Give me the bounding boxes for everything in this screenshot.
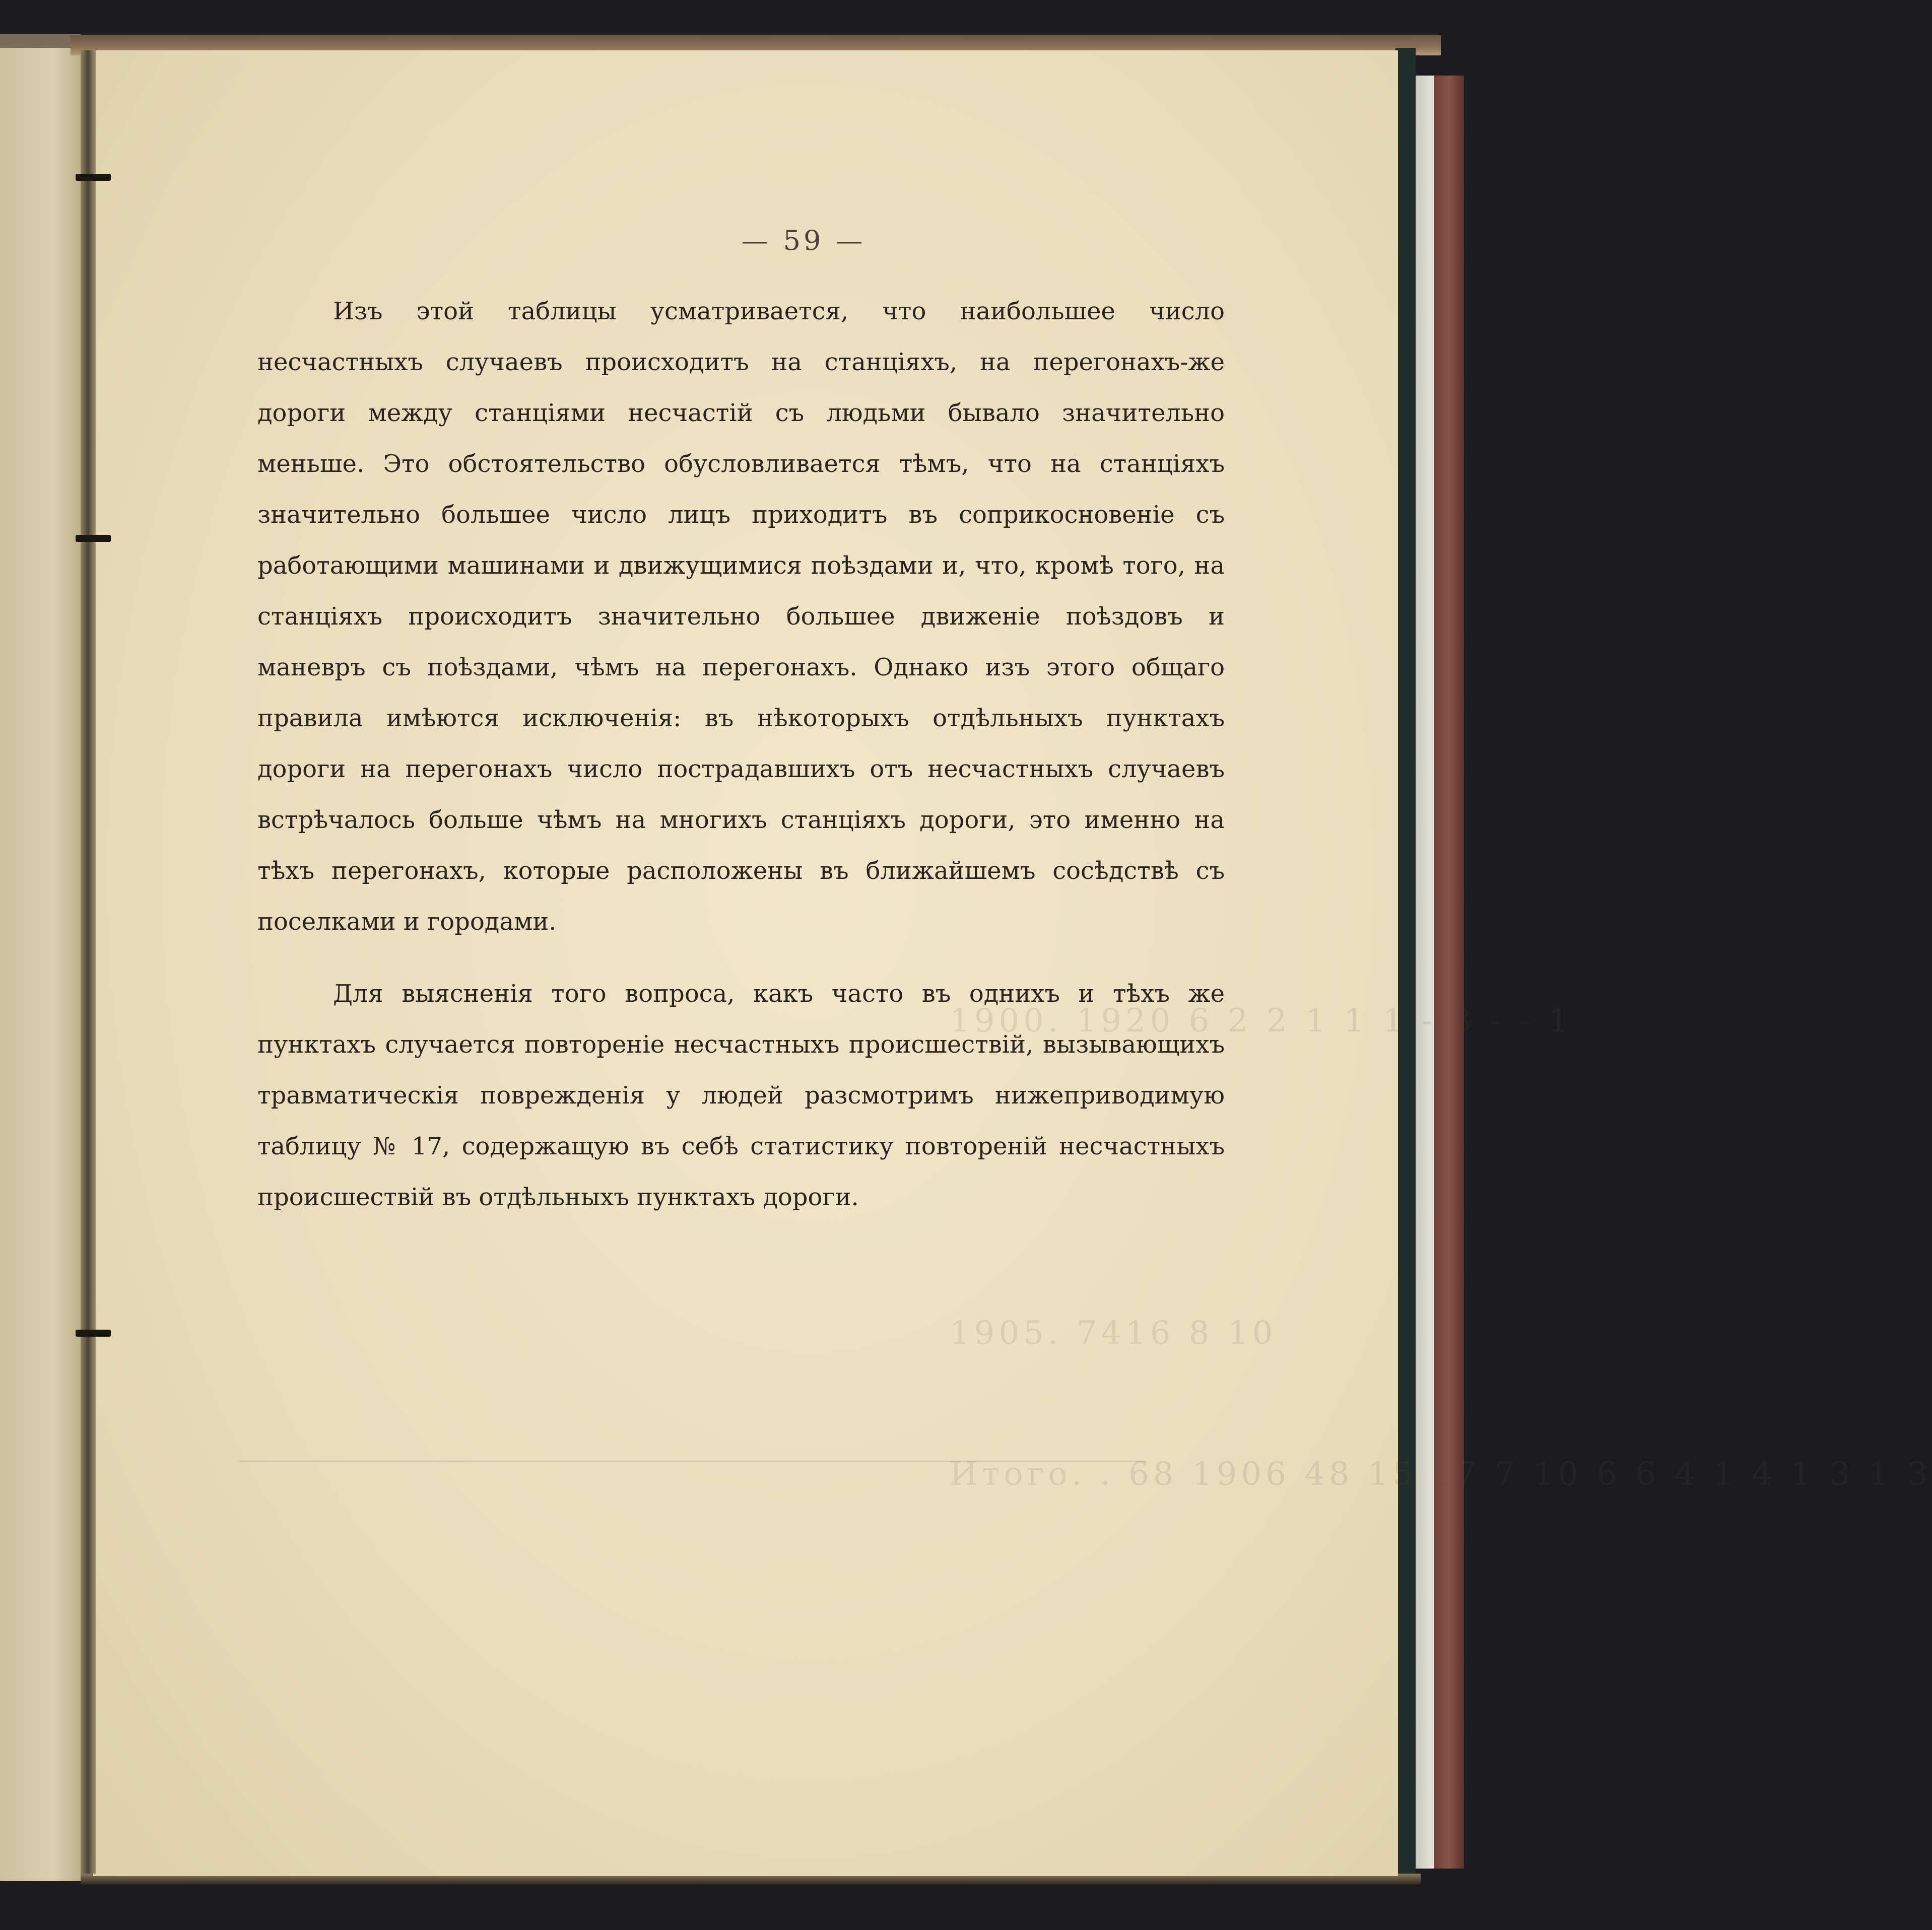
left-page-edge: [0, 48, 88, 1881]
binding-thread: [76, 174, 111, 181]
book-gutter: [81, 50, 96, 1874]
bleed-through-total: Итого. . 68 1906 48 15 17 7 10 6 6 4 1 4 1 3 1 3: [950, 1456, 1932, 1493]
right-cover-paper: [1416, 76, 1434, 1869]
right-page: [93, 50, 1932, 1876]
right-cover-cloth: [1434, 76, 1464, 1869]
binding-thread: [76, 535, 111, 542]
body-text: [257, 286, 1225, 1223]
bleed-through-row-1: 1900. 1920 6 2 2 1 1 1 - 3 - - 1: [950, 1002, 1573, 1040]
right-cover-board: [1395, 48, 1416, 1881]
bleed-through-row-2: 1905. 7416 8 10: [950, 1315, 1277, 1352]
binding-thread: [76, 1330, 111, 1337]
page-number: — 59 —: [741, 225, 866, 256]
paragraph: Изъ этой таблицы усматривается, что наибольшее число несчастныхъ случаевъ происходитъ на станціяхъ, на перегонахъ-же дороги между станціями несчастій съ людьми бывало значительно меньше. Это обстоятельство обусловливается тѣмъ, что на станціяхъ значительно большее число лицъ приходитъ въ соприкосновеніе съ работающими машинами и движущимися поѣздами и, что, кромѣ того, на станціяхъ происходитъ значительно большее движеніе поѣздовъ и маневръ съ поѣздами, чѣмъ на перегонахъ. Однако изъ этого общаго правила имѣются исключенія: въ нѣкоторыхъ отдѣльныхъ пунктахъ дороги на перегонахъ число пострадавшихъ отъ несчастныхъ случаевъ встрѣчалось больше чѣмъ на многихъ станціяхъ дороги, это именно на тѣхъ перегонахъ, которые расположены въ ближайшемъ сосѣдствѣ съ поселками и городами.: [257, 297, 1225, 936]
paragraph: Для выясненія того вопроса, какъ часто въ однихъ и тѣхъ же пунктахъ случается повтореніе несчастныхъ происшествій, вызывающихъ травматическія поврежденія у людей разсмотримъ нижеприводимую таблицу № 17, содержащую въ себѣ статистику повтореній несчастныхъ происшествій въ отдѣльныхъ пунктахъ дороги.: [257, 980, 1225, 1211]
